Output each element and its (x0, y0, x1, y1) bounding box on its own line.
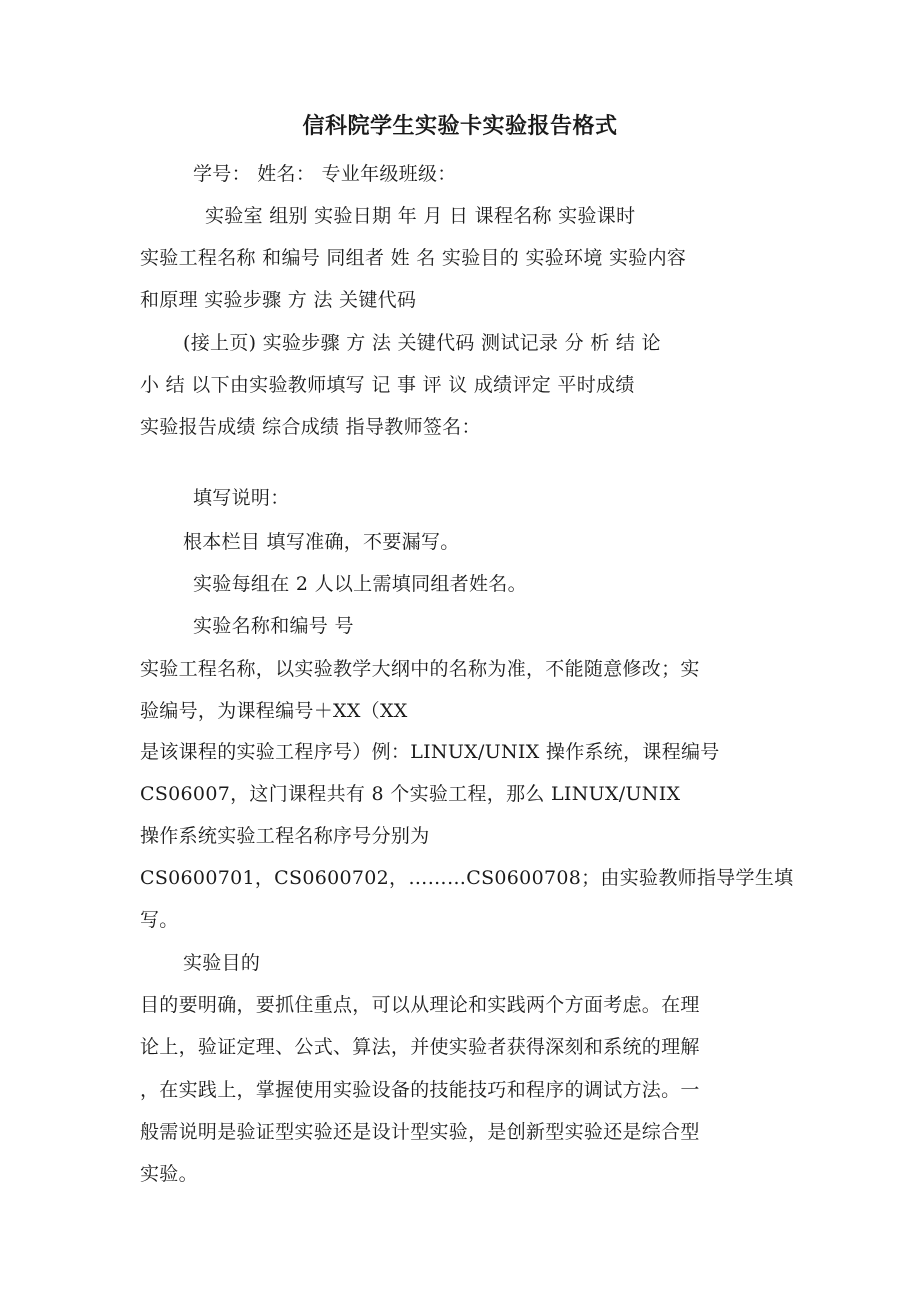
body-paragraph-line: 写。 (140, 909, 179, 931)
purpose-paragraph-line: 论上，验证定理、公式、算法，并使实验者获得深刻和系统的理解 (140, 1036, 700, 1058)
project-info-line-cont: 和原理 实验步骤 方 法 关键代码 (140, 289, 417, 311)
purpose-paragraph-line: ，在实践上，掌握使用实验设备的技能技巧和程序的调试方法。一 (140, 1079, 700, 1101)
instruction-item-3: 实验名称和编号 号 (193, 615, 354, 637)
continued-section-line: (接上页) 实验步骤 方 法 关键代码 测试记录 分 析 结 论 (183, 332, 661, 354)
lab-info-line: 实验室 组别 实验日期 年 月 日 课程名称 实验课时 (205, 205, 636, 227)
body-paragraph-line: 是该课程的实验工程序号）例：LINUX/UNIX 操作系统，课程编号 (140, 741, 720, 763)
section-heading-purpose: 实验目的 (183, 952, 261, 974)
grade-line: 实验报告成绩 综合成绩 指导教师签名： (140, 416, 481, 438)
student-info-line: 学号： 姓名： 专业年级班级： (193, 163, 457, 185)
instruction-item-2: 实验每组在 2 人以上需填同组者姓名。 (193, 573, 527, 595)
document-title: 信科院学生实验卡实验报告格式 (302, 114, 618, 139)
instructions-heading: 填写说明： (193, 487, 290, 509)
purpose-paragraph-line: 实验。 (140, 1163, 198, 1185)
teacher-fill-line: 小 结 以下由实验教师填写 记 事 评 议 成绩评定 平时成绩 (140, 374, 635, 396)
body-paragraph-line: 操作系统实验工程名称序号分别为 (140, 825, 430, 847)
project-info-line: 实验工程名称 和编号 同组者 姓 名 实验目的 实验环境 实验内容 (140, 247, 687, 269)
body-paragraph-line: 验编号，为课程编号＋XX（XX (140, 700, 408, 722)
body-paragraph-line: 实验工程名称，以实验教学大纲中的名称为准，不能随意修改；实 (140, 658, 700, 680)
body-paragraph-line: CS06007，这门课程共有 8 个实验工程，那么 LINUX/UNIX (140, 783, 681, 805)
body-paragraph-line: CS0600701，CS0600702，………CS0600708；由实验教师指导学生填 (140, 867, 794, 889)
instruction-item-1: 根本栏目 填写准确，不要漏写。 (183, 531, 460, 553)
purpose-paragraph-line: 般需说明是验证型实验还是设计型实验，是创新型实验还是综合型 (140, 1121, 700, 1143)
purpose-paragraph-line: 目的要明确，要抓住重点，可以从理论和实践两个方面考虑。在理 (140, 994, 700, 1016)
